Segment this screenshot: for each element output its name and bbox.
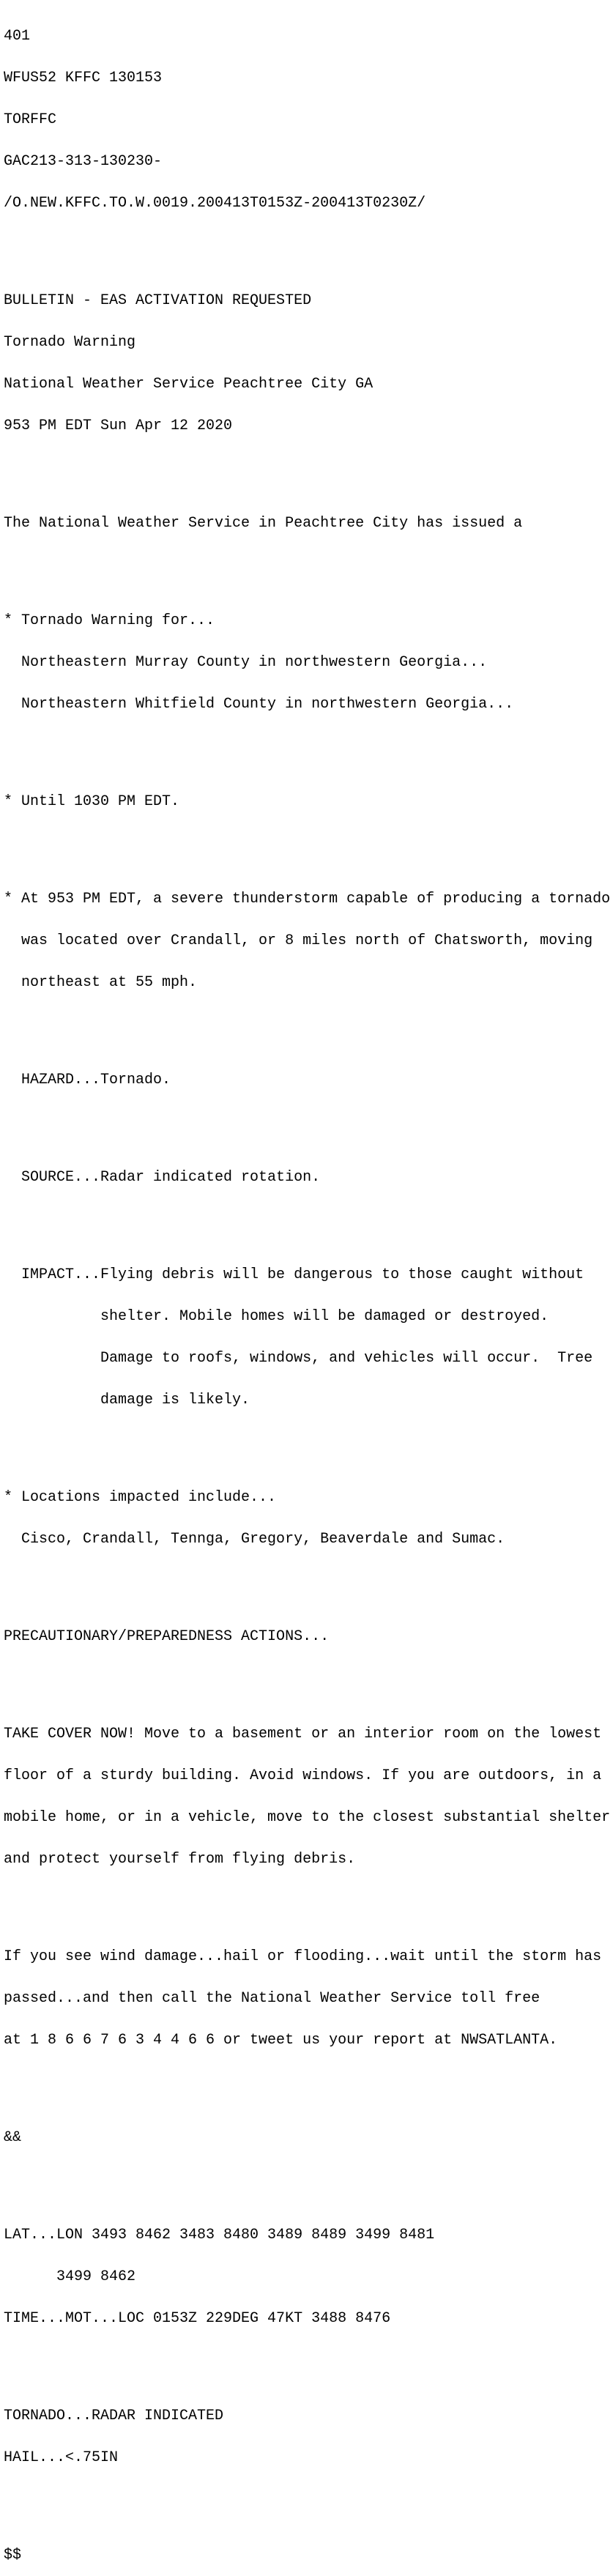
header-line-1: 401 xyxy=(4,28,31,45)
blank-line xyxy=(4,1894,610,1908)
office-line: National Weather Service Peachtree City GA xyxy=(4,376,374,393)
latlon-line: 3499 8462 xyxy=(4,2268,136,2285)
locations-list: Cisco, Crandall, Tennga, Gregory, Beaverdale and Sumac. xyxy=(4,1531,505,1548)
tornado-tag: TORNADO...RADAR INDICATED xyxy=(4,2408,224,2424)
intro-line: The National Weather Service in Peachtree City has issued a xyxy=(4,515,523,532)
warning-bulletin-text xyxy=(4,1,610,2576)
situation-line: was located over Crandall, or 8 miles north of Chatsworth, moving xyxy=(4,932,593,949)
blank-line xyxy=(4,2353,610,2367)
situation-line: northeast at 55 mph. xyxy=(4,974,198,991)
take-cover-line: and protect yourself from flying debris. xyxy=(4,1851,356,1868)
blank-line xyxy=(4,1017,610,1031)
take-cover-line: floor of a sturdy building. Avoid windows. If you are outdoors, in a xyxy=(4,1767,602,1784)
until-line: * Until 1030 PM EDT. xyxy=(4,793,180,810)
blank-line xyxy=(4,836,610,850)
latlon-line: LAT...LON 3493 8462 3483 8480 3489 8489 3499 8481 xyxy=(4,2227,435,2243)
take-cover-line: mobile home, or in a vehicle, move to the closest substantial shelter xyxy=(4,1809,611,1826)
product-title: Tornado Warning xyxy=(4,334,136,351)
blank-line xyxy=(4,1574,610,1588)
locations-label: * Locations impacted include... xyxy=(4,1489,277,1506)
blank-line xyxy=(4,1115,610,1129)
header-line-2: WFUS52 KFFC 130153 xyxy=(4,70,163,86)
warning-area: Northeastern Whitfield County in northwestern Georgia... xyxy=(4,696,514,713)
issued-time: 953 PM EDT Sun Apr 12 2020 xyxy=(4,417,233,434)
blank-line xyxy=(4,1212,610,1226)
warning-area: Northeastern Murray County in northwestern Georgia... xyxy=(4,654,488,671)
impact-line: IMPACT...Flying debris will be dangerous to those caught without xyxy=(4,1266,584,1283)
actions-header: PRECAUTIONARY/PREPAREDNESS ACTIONS... xyxy=(4,1628,330,1645)
report-line: If you see wind damage...hail or flooding...wait until the storm has xyxy=(4,1948,602,1965)
blank-line xyxy=(4,2172,610,2186)
hazard-line: HAZARD...Tornado. xyxy=(4,1072,171,1088)
blank-line xyxy=(4,1671,610,1685)
situation-line: * At 953 PM EDT, a severe thunderstorm capable of producing a tornado xyxy=(4,891,611,907)
section-separator: && xyxy=(4,2129,22,2146)
header-line-3: TORFFC xyxy=(4,111,57,128)
impact-line: shelter. Mobile homes will be damaged or destroyed. xyxy=(4,1308,549,1325)
warning-for-label: * Tornado Warning for... xyxy=(4,612,215,629)
blank-line xyxy=(4,558,610,572)
hail-tag: HAIL...<.75IN xyxy=(4,2449,119,2466)
header-line-4: GAC213-313-130230- xyxy=(4,153,163,170)
report-line: at 1 8 6 6 7 6 3 4 4 6 6 or tweet us your report at NWSATLANTA. xyxy=(4,2032,558,2049)
time-mot-loc-line: TIME...MOT...LOC 0153Z 229DEG 47KT 3488 8476 xyxy=(4,2310,391,2327)
report-line: passed...and then call the National Weather Service toll free xyxy=(4,1990,540,2007)
impact-line: Damage to roofs, windows, and vehicles will occur. Tree xyxy=(4,1350,593,1367)
blank-line xyxy=(4,238,610,252)
header-line-5: /O.NEW.KFFC.TO.W.0019.200413T0153Z-200413T0230Z/ xyxy=(4,195,426,212)
blank-line xyxy=(4,2493,610,2506)
blank-line xyxy=(4,1435,610,1449)
bulletin-line: BULLETIN - EAS ACTIVATION REQUESTED xyxy=(4,292,312,309)
blank-line xyxy=(4,2075,610,2089)
blank-line xyxy=(4,461,610,475)
take-cover-line: TAKE COVER NOW! Move to a basement or an interior room on the lowest xyxy=(4,1726,602,1742)
source-line: SOURCE...Radar indicated rotation. xyxy=(4,1169,321,1186)
blank-line xyxy=(4,739,610,753)
impact-line: damage is likely. xyxy=(4,1392,250,1408)
end-marker: $$ xyxy=(4,2547,22,2564)
